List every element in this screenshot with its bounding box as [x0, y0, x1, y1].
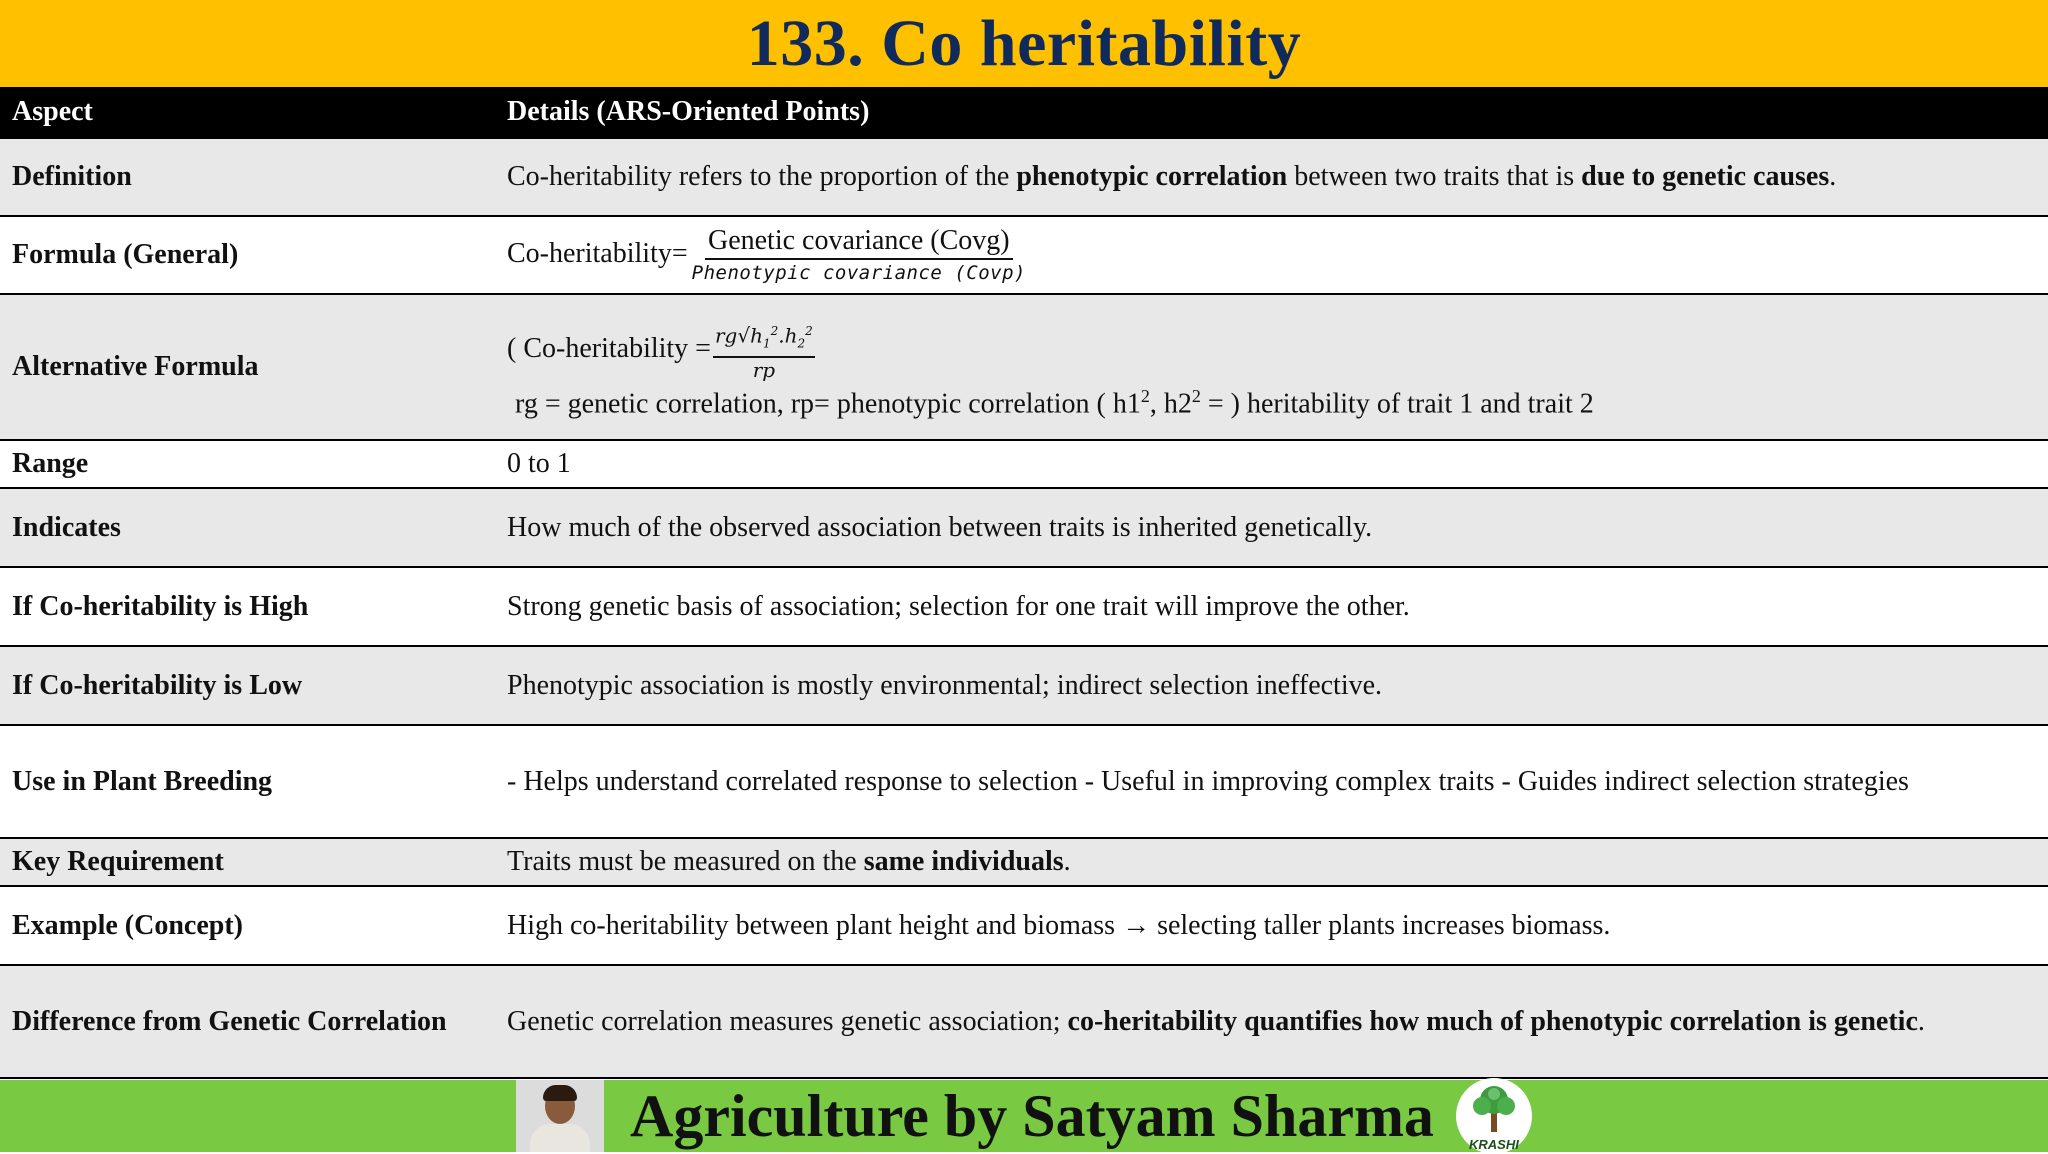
alt-num-rg: rg√h: [714, 323, 763, 348]
row-aspect: Example (Concept): [0, 886, 495, 965]
alt-formula-line: [507, 318, 2048, 383]
table-row: [0, 440, 2048, 488]
alt-formula-note: rg = genetic correlation, rp= phenotypic correlation ( $h1^2$, $h2^2$ = ) heritability of trait 1 and trait 2: [515, 386, 1594, 420]
author-photo: [516, 1080, 604, 1152]
row-aspect: Range: [0, 440, 495, 488]
detail-text: .: [1063, 846, 1071, 877]
row-detail: [495, 965, 2048, 1078]
row-aspect: Difference from Genetic Correlation: [0, 965, 495, 1078]
detail-bold: co-heritability quantifies how much of phenotypic correlation is genetic: [1067, 1005, 1918, 1037]
footer-title: Agriculture by Satyam Sharma: [630, 1082, 1434, 1149]
formula-denominator: Phenotypic covariance (Covp): [691, 261, 1026, 284]
table-row: [0, 488, 2048, 567]
header-banner: [0, 0, 2048, 87]
detail-text: .: [1829, 161, 1837, 192]
row-aspect: If Co-heritability is Low: [0, 646, 495, 725]
column-header-details: Details (ARS-Oriented Points): [495, 87, 2048, 138]
alt-formula-denominator: rp: [752, 358, 776, 383]
formula-lhs: Co-heritability=: [507, 237, 688, 269]
row-detail: Strong genetic basis of association; selection for one trait will improve the other.: [495, 567, 2048, 646]
formula-fraction: [692, 225, 1026, 286]
alt-num-sep: .h: [778, 323, 798, 348]
row-aspect: Formula (General): [0, 216, 495, 294]
alt-formula-fraction: [713, 318, 815, 383]
row-detail: High co-heritability between plant height and biomass → selecting taller plants increases biomass.: [495, 886, 2048, 965]
tree-icon: [1469, 1084, 1519, 1136]
alt-note-text: rg = genetic correlation, rp= phenotypic correlation ( h1: [515, 388, 1141, 420]
formula-general: [495, 216, 2048, 294]
coheritability-table: [0, 87, 2048, 1079]
row-detail: [495, 138, 2048, 216]
row-aspect: If Co-heritability is High: [0, 567, 495, 646]
table-row: [0, 216, 2048, 294]
detail-bold: due to genetic causes: [1581, 161, 1830, 192]
table-row: [0, 965, 2048, 1078]
table-row: [0, 138, 2048, 216]
table-row: [0, 725, 2048, 838]
table-row: [0, 646, 2048, 725]
detail-text: Genetic correlation measures genetic association;: [507, 1005, 1068, 1037]
row-detail: Phenotypic association is mostly environmental; indirect selection ineffective.: [495, 646, 2048, 725]
row-aspect: Alternative Formula: [0, 294, 495, 440]
row-aspect: Key Requirement: [0, 838, 495, 886]
table-row: [0, 838, 2048, 886]
detail-text: Co-heritability refers to the proportion of the: [507, 161, 1017, 192]
alt-formula-lhs: ( Co-heritability =: [507, 332, 711, 364]
column-header-aspect: Aspect: [0, 87, 495, 138]
alternative-formula: [495, 294, 2048, 440]
detail-bold: same individuals: [863, 846, 1064, 877]
row-detail: 0 to 1: [495, 440, 2048, 488]
alt-formula-numerator: $rg√h_1^2.h_2^2$: [713, 318, 815, 359]
table-row: [0, 886, 2048, 965]
row-detail: - Helps understand correlated response to selection - Useful in improving complex traits - Guides indirect selection strategies: [495, 725, 2048, 838]
logo-text: KRASHI: [1469, 1137, 1519, 1152]
detail-text: Traits must be measured on the: [507, 846, 864, 877]
footer-banner: [0, 1080, 2048, 1152]
detail-text: between two traits that is: [1287, 161, 1582, 192]
page-title: 133. Co heritability: [746, 6, 1302, 80]
table-row: [0, 294, 2048, 440]
detail-text: .: [1917, 1005, 1925, 1037]
alt-note-text: = ) heritability of trait 1 and trait 2: [1200, 388, 1594, 420]
row-detail: [495, 838, 2048, 886]
row-aspect: Use in Plant Breeding: [0, 725, 495, 838]
formula-numerator: Genetic covariance (Covg): [705, 225, 1013, 260]
detail-bold: phenotypic correlation: [1016, 161, 1288, 192]
row-aspect: Definition: [0, 138, 495, 216]
alt-note-text: , h2: [1149, 388, 1192, 420]
row-aspect: Indicates: [0, 488, 495, 567]
krashi-logo: [1456, 1078, 1532, 1154]
table-row: [0, 567, 2048, 646]
table-header-row: [0, 87, 2048, 138]
row-detail: How much of the observed association between traits is inherited genetically.: [495, 488, 2048, 567]
